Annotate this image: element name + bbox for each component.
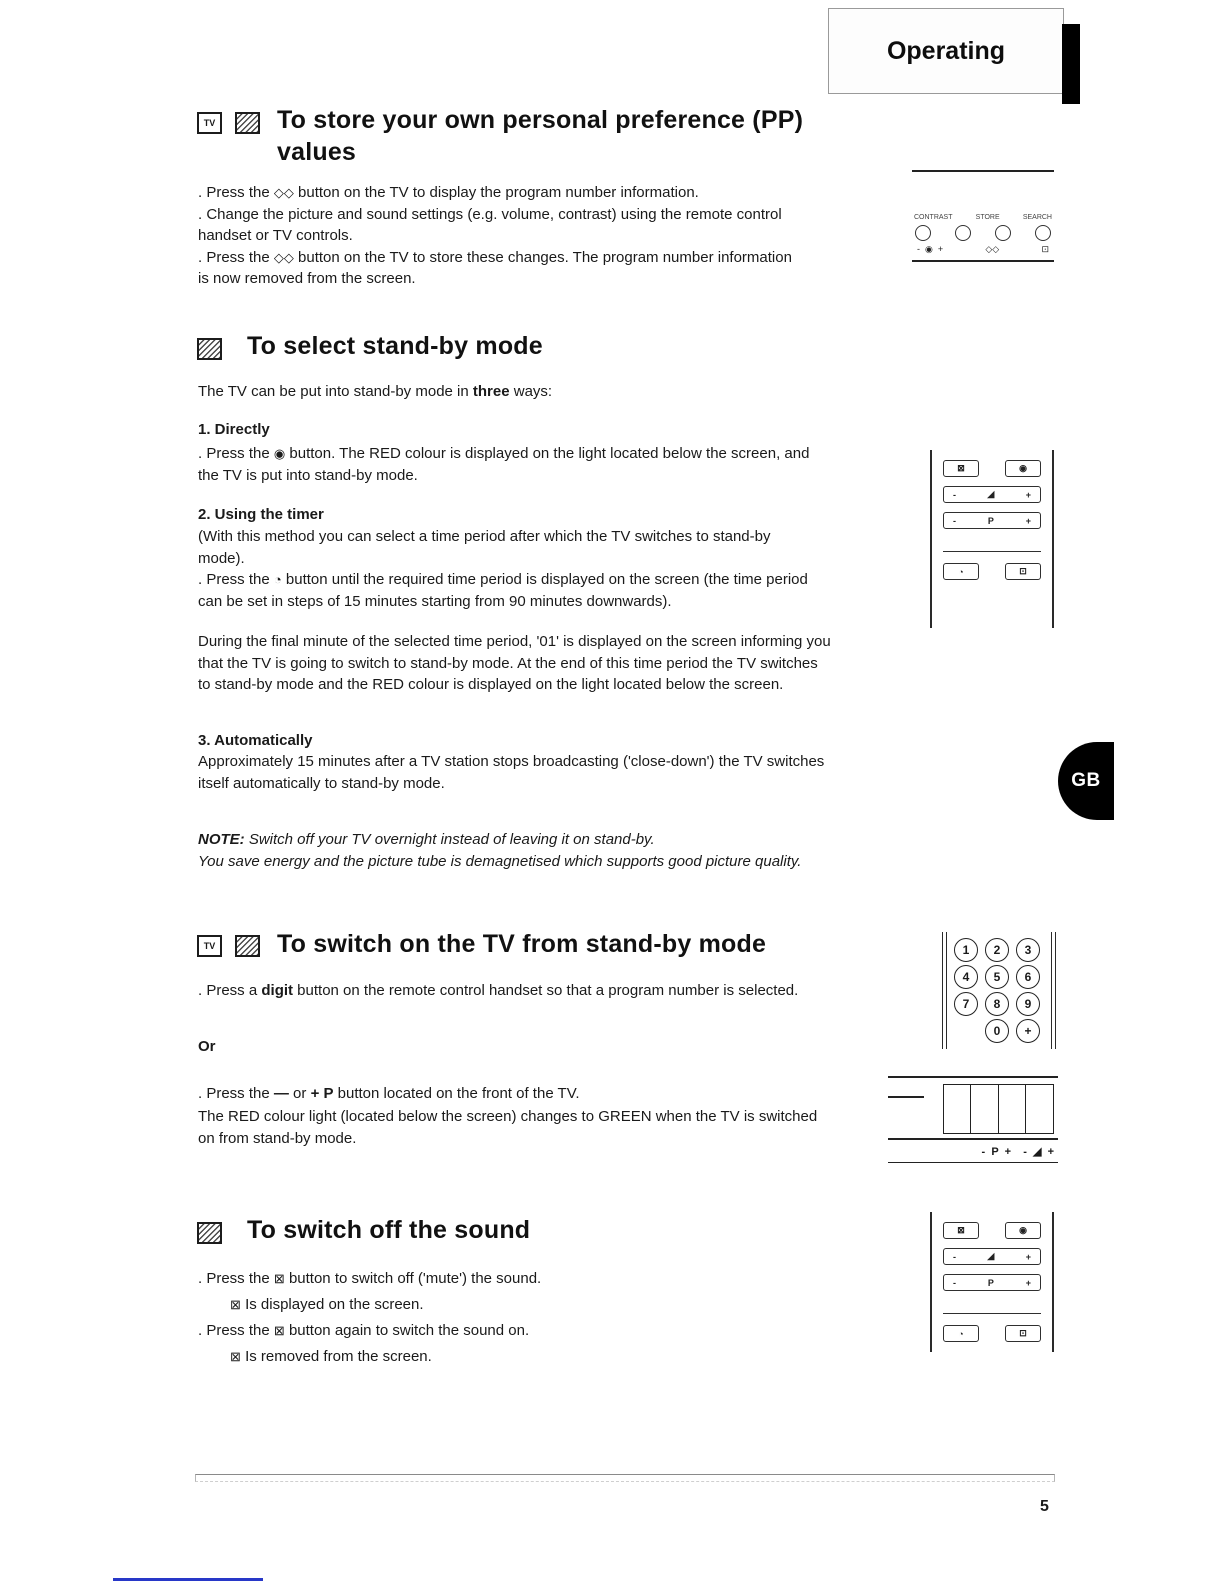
standby-intro: The TV can be put into stand-by mode in three ways:	[198, 383, 553, 400]
knob-icon	[955, 225, 971, 241]
knob-icon	[995, 225, 1011, 241]
store-pp-paragraph-1: . Press the ◇◇ button on the TV to display the program number information.	[198, 184, 699, 201]
standby-directly-title: 1. Directly	[198, 421, 270, 438]
control-panel-labels	[914, 214, 1052, 221]
timer-button-icon: ◔	[943, 563, 979, 580]
front-panel-ledge	[888, 1096, 924, 1098]
note-paragraph	[198, 829, 898, 873]
control-panel-symbols	[914, 244, 1052, 255]
contrast-symbol: - ◉ +	[917, 244, 944, 254]
knob-icon	[1035, 225, 1051, 241]
header-black-bar	[1062, 24, 1080, 104]
store-pp-title	[277, 104, 857, 168]
minus-button-glyph: —	[273, 1085, 289, 1102]
gb-badge-label: GB	[1071, 770, 1101, 791]
tv-control-panel-diagram	[912, 170, 1054, 262]
power-button-icon: ◉	[1005, 1222, 1041, 1239]
tv-icon	[197, 935, 222, 957]
mute-button-icon: ⊠	[943, 1222, 979, 1239]
digit-key: 9	[1016, 992, 1040, 1016]
screen-symbol: ⊡	[1041, 244, 1049, 254]
store-pp-paragraph-2: . Change the picture and sound settings (e.g. volume, contrast) using the remote control handset or TV controls.	[198, 205, 782, 244]
tv-icon-label: TV	[203, 941, 216, 951]
tv-front-panel-diagram	[888, 1076, 1058, 1163]
power-button-icon: ◉	[1005, 460, 1041, 477]
screen-button-icon: ⊡	[1005, 1325, 1041, 1342]
remote-icon	[235, 112, 260, 134]
remote-keypad-diagram	[942, 932, 1056, 1049]
switch-on-paragraph-3: The RED colour light (located below the screen) changes to GREEN when the TV is switched on from stand-by mode.	[198, 1108, 818, 1147]
digit-key: 8	[985, 992, 1009, 1016]
remote-icon	[235, 935, 260, 957]
control-panel-knobs	[915, 225, 1051, 241]
front-panel-buttons	[944, 1084, 1054, 1134]
contrast-label: CONTRAST	[914, 214, 953, 221]
pp-button-icon: ◇◇	[273, 185, 294, 200]
header-tab	[828, 8, 1064, 94]
gb-language-badge	[1058, 742, 1114, 820]
store-pp-body	[198, 182, 792, 290]
standby-title: To select stand-by mode	[247, 332, 543, 360]
sound-title: To switch off the sound	[247, 1216, 531, 1244]
volume-button: - ◢ +	[943, 486, 1041, 503]
or-label: Or	[198, 1038, 216, 1055]
bottom-blue-line	[113, 1578, 263, 1581]
digit-key: 3	[1016, 938, 1040, 962]
standby-auto-title: 3. Automatically	[198, 732, 313, 749]
sound-remote-panel-diagram	[930, 1212, 1054, 1352]
bottom-frame-line	[195, 1474, 1055, 1482]
timer-button-icon: ◔	[943, 1325, 979, 1342]
standby-final-minute-paragraph: During the final minute of the selected time period, '01' is displayed on the screen informing you that the TV is going to switch to stand-by mode. At the end of this time period the TV switches to stand-by mode and the RED colour is displayed on the light located below the screen.	[198, 633, 831, 693]
mute-button-icon: ⊠	[943, 460, 979, 477]
standby-heading-icon	[197, 338, 222, 360]
switch-on-title: To switch on the TV from stand-by mode	[277, 930, 767, 958]
switch-on-paragraph-1: . Press a digit button on the remote control handset so that a program number is selected.	[198, 982, 799, 999]
switch-on-heading-icons	[197, 935, 260, 957]
digit-key: 7	[954, 992, 978, 1016]
page-number: 5	[1040, 1498, 1049, 1515]
power-button-icon: ◉	[273, 446, 286, 461]
mute-osd-icon: ⊠	[230, 1297, 241, 1312]
program-button: - P +	[943, 512, 1041, 529]
program-button: - P +	[943, 1274, 1041, 1291]
timer-button-icon: ◔	[273, 572, 282, 587]
note-line1: NOTE: Switch off your TV overnight instead of leaving it on stand-by.	[198, 831, 655, 848]
standby-directly-body: . Press the ◉ button. The RED colour is displayed on the light located below the screen, and the TV is put into stand-by mode.	[198, 445, 810, 484]
remote-icon	[197, 1222, 222, 1244]
front-panel-labels: - P + - ◢ +	[888, 1138, 1058, 1163]
volume-button: - ◢ +	[943, 1248, 1041, 1265]
digit-key: 2	[985, 938, 1009, 962]
sound-line-4: ⊠ Is removed from the screen.	[230, 1348, 432, 1365]
tv-icon	[197, 112, 222, 134]
standby-timer-title: 2. Using the timer	[198, 506, 324, 523]
tv-icon-label: TV	[203, 118, 216, 128]
sound-heading-icon	[197, 1222, 222, 1244]
standby-timer-paren: (With this method you can select a time period after which the TV switches to stand-by mode).	[198, 528, 771, 567]
header-tab-label: Operating	[886, 36, 1006, 65]
knob-icon	[915, 225, 931, 241]
sound-line-1: . Press the ⊠ button to switch off ('mute') the sound.	[198, 1270, 542, 1287]
front-panel-button	[998, 1084, 1027, 1134]
switch-on-paragraph-2: . Press the — or + P button located on the front of the TV.	[198, 1085, 580, 1102]
pp-button-icon: ◇◇	[273, 249, 294, 265]
store-pp-title-line1: To store your own personal preference (PP)	[277, 106, 804, 134]
plus-p-button-glyph: + P	[310, 1085, 334, 1102]
volume-icon: ◢	[987, 489, 995, 499]
store-pp-paragraph-3: . Press the ◇◇ button on the TV to store these changes. The program number information is now removed from the screen.	[198, 248, 792, 287]
digit-key: 5	[985, 965, 1009, 989]
standby-remote-panel-diagram	[930, 450, 1054, 628]
front-panel-button	[943, 1084, 972, 1134]
standby-auto-body: Approximately 15 minutes after a TV station stops broadcasting ('close-down') the TV switches itself automatically to stand-by mode.	[198, 753, 825, 792]
plus-key: +	[1016, 1019, 1040, 1043]
search-label: SEARCH	[1022, 214, 1052, 221]
volume-icon: ◢	[987, 1251, 995, 1261]
mute-button-icon: ⊠	[273, 1323, 285, 1338]
mute-button-icon: ⊠	[273, 1271, 285, 1286]
store-pp-heading-icons	[197, 112, 260, 134]
digit-key: 4	[954, 965, 978, 989]
store-pp-title-line2: values	[277, 138, 357, 166]
standby-timer-body: . Press the ◔ button until the required time period is displayed on the screen (the time period can be set in steps of 15 minutes starting from 90 minutes downwards).	[198, 571, 808, 610]
front-panel-button	[970, 1084, 999, 1134]
screen-button-icon: ⊡	[1005, 563, 1041, 580]
sound-line-3: . Press the ⊠ button again to switch the sound on.	[198, 1322, 530, 1339]
remote-icon	[197, 338, 222, 360]
front-panel-button	[1025, 1084, 1054, 1134]
digit-key: 1	[954, 938, 978, 962]
store-label: STORE	[975, 214, 1000, 221]
note-line2: You save energy and the picture tube is demagnetised which supports good picture quality.	[198, 853, 802, 870]
pp-symbol: ◇◇	[985, 244, 1000, 254]
sound-line-2: ⊠ Is displayed on the screen.	[230, 1296, 424, 1313]
digit-key: 6	[1016, 965, 1040, 989]
zero-key: 0	[985, 1019, 1009, 1043]
mute-osd-icon: ⊠	[230, 1349, 241, 1364]
